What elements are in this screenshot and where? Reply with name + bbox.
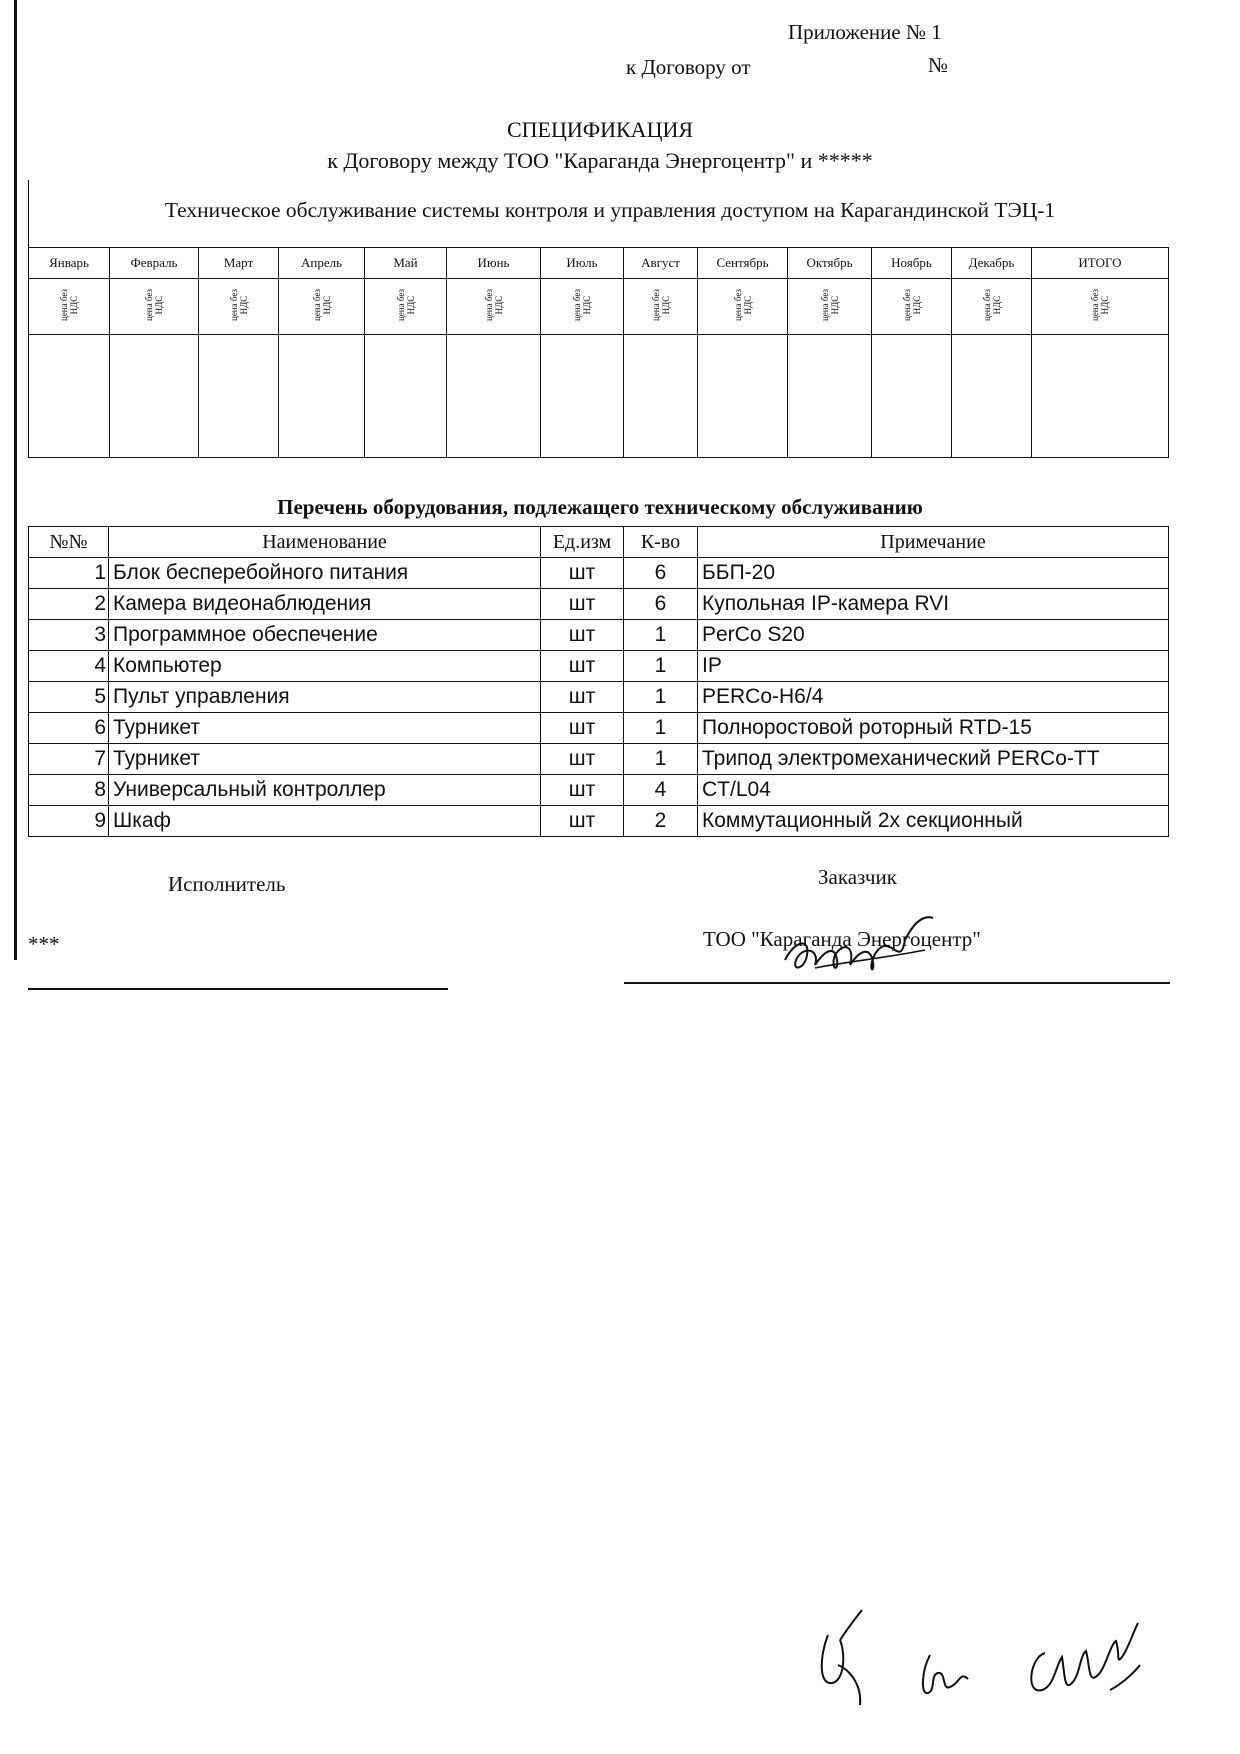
item-quantity: 1 [624,651,698,682]
price-value-cell [541,335,624,458]
price-label: цена без НДС [732,289,753,321]
price-label-cell [447,279,541,335]
row-number: 2 [29,589,109,620]
item-note: Купольная IP-камера RVI [698,589,1169,620]
price-label-cell [788,279,872,335]
item-note: PERCo-H6/4 [698,682,1169,713]
month-header-row [29,248,1169,279]
equipment-list-title: Перечень оборудования, подлежащего техническому обслуживанию [277,495,923,519]
price-label-cell [541,279,624,335]
item-unit: шт [541,775,624,806]
item-note: CT/L04 [698,775,1169,806]
row-number: 9 [29,806,109,837]
item-name: Камера видеонаблюдения [109,589,541,620]
price-label: цена без НДС [144,289,164,321]
scan-edge [14,0,17,960]
item-name: Универсальный контроллер [109,775,541,806]
column-header-note: Примечание [698,527,1169,558]
document-title: СПЕЦИФИКАЦИЯ [506,117,694,142]
price-value-cell [279,335,365,458]
table-row [29,682,1169,713]
contract-number-label: № [928,53,949,77]
item-name: Турникет [109,713,541,744]
document-subtitle: к Договору между ТОО "Караганда Энергоцентр" и ***** [327,148,873,173]
customer-label: Заказчик [818,865,897,889]
column-header-name: Наименование [109,527,541,558]
month-header: Декабрь [952,248,1032,279]
month-header: Ноябрь [872,248,952,279]
item-name: Пульт управления [109,682,541,713]
column-header-quantity: К-во [624,527,698,558]
item-name: Компьютер [109,651,541,682]
item-unit: шт [541,651,624,682]
item-note: Полноростовой роторный RTD-15 [698,713,1169,744]
month-header: Июнь [447,248,541,279]
price-label: цена без НДС [1090,289,1110,321]
table-row [29,620,1169,651]
item-unit: шт [541,589,624,620]
row-number: 7 [29,744,109,775]
price-label-cell [199,279,279,335]
table-row [29,806,1169,837]
appendix-label: Приложение № 1 [788,20,942,44]
price-label: цена без НДС [395,289,416,321]
price-label: цена без НДС [311,289,332,321]
table-row [29,775,1169,806]
item-quantity: 6 [624,589,698,620]
row-number: 8 [29,775,109,806]
month-header: Май [365,248,447,279]
item-unit: шт [541,806,624,837]
price-label: цена без НДС [228,289,249,321]
table-row [29,589,1169,620]
price-label-cell [29,279,110,335]
price-value-cell [788,335,872,458]
item-note: PerCo S20 [698,620,1169,651]
price-label-cell [110,279,199,335]
price-label: цена без НДС [901,289,922,321]
equipment-table [28,526,1169,837]
price-label: цена без НДС [572,289,592,321]
executor-signature-line [28,988,448,990]
item-quantity: 1 [624,744,698,775]
row-number: 3 [29,620,109,651]
month-header: Июль [541,248,624,279]
item-quantity: 4 [624,775,698,806]
item-quantity: 6 [624,558,698,589]
row-number: 4 [29,651,109,682]
table-row [29,651,1169,682]
item-unit: шт [541,682,624,713]
month-header: Январь [29,248,110,279]
month-header: Апрель [279,248,365,279]
price-value-cell [872,335,952,458]
price-value-cell [199,335,279,458]
table-row [29,713,1169,744]
price-label: цена без НДС [819,289,840,321]
month-header: Октябрь [788,248,872,279]
page-initials [810,1595,1170,1715]
service-description: Техническое обслуживание системы контроля и управления доступом на Карагандинской ТЭЦ-1 [164,198,1056,222]
table-row [29,744,1169,775]
price-label: цена без НДС [981,289,1002,321]
row-number: 6 [29,713,109,744]
column-header-unit: Ед.изм [541,527,624,558]
customer-name: ТОО "Караганда Энергоцентр" [703,927,981,951]
executor-label: Исполнитель [168,872,286,896]
price-label: цена без НДС [650,289,671,321]
price-value-cell [29,335,110,458]
item-name: Турникет [109,744,541,775]
month-header: Март [199,248,279,279]
row-number: 5 [29,682,109,713]
month-header: Февраль [110,248,199,279]
monthly-price-table [28,247,1169,458]
price-label-cell [698,279,788,335]
item-quantity: 1 [624,620,698,651]
price-label: цена без НДС [59,289,79,321]
table-row [29,558,1169,589]
contract-reference: к Договору от [626,55,751,79]
price-value-cell [698,335,788,458]
month-header: Сентябрь [698,248,788,279]
item-name: Блок бесперебойного питания [109,558,541,589]
item-unit: шт [541,744,624,775]
customer-signature [775,910,985,990]
column-header-number: №№ [29,527,109,558]
price-label-cell [279,279,365,335]
price-label-cell [365,279,447,335]
item-unit: шт [541,713,624,744]
price-label: цена без НДС [483,289,504,321]
price-label-cell [1032,279,1169,335]
item-note: IP [698,651,1169,682]
price-value-row [29,335,1169,458]
item-name: Программное обеспечение [109,620,541,651]
item-unit: шт [541,558,624,589]
item-name: Шкаф [109,806,541,837]
price-label-cell [952,279,1032,335]
total-value-cell [1032,335,1169,458]
item-quantity: 1 [624,682,698,713]
price-value-cell [624,335,698,458]
item-unit: шт [541,620,624,651]
price-label-cell [624,279,698,335]
item-note: Трипод электромеханический PERCo-TT [698,744,1169,775]
table-frame-edge [28,180,29,250]
executor-name: *** [28,932,60,956]
price-value-cell [952,335,1032,458]
price-label-cell [872,279,952,335]
equipment-header-row [29,527,1169,558]
item-note: Коммутационный 2х секционный [698,806,1169,837]
item-quantity: 2 [624,806,698,837]
item-note: ББП-20 [698,558,1169,589]
price-value-cell [110,335,199,458]
price-label-row [29,279,1169,335]
price-value-cell [447,335,541,458]
month-header: Август [624,248,698,279]
row-number: 1 [29,558,109,589]
total-header: ИТОГО [1032,248,1169,279]
price-value-cell [365,335,447,458]
item-quantity: 1 [624,713,698,744]
